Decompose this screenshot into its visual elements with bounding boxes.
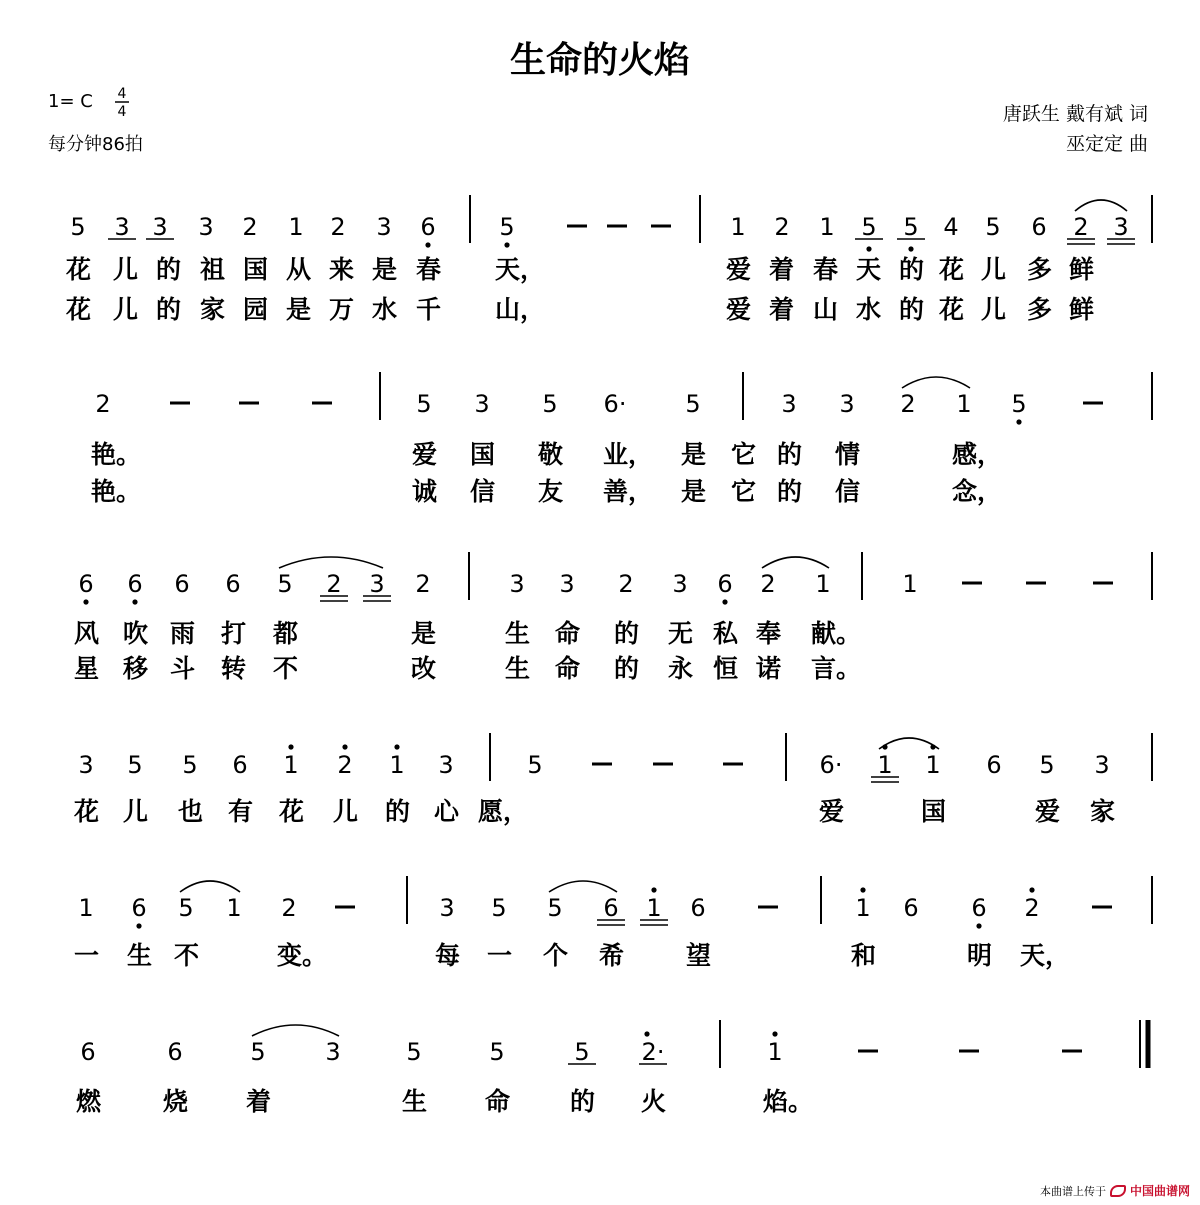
lyric-syllable: 每 (435, 941, 461, 970)
lyric-syllable: 明 (967, 941, 993, 970)
lyric-syllable: 不 (174, 941, 200, 970)
lyric-syllable: 业， (603, 440, 654, 469)
lyric-syllable: 个 (543, 941, 569, 970)
lyric-syllable: 火 (641, 1087, 667, 1116)
lyric-syllable: 转 (221, 654, 247, 683)
slur (879, 738, 939, 749)
lyric-syllable: 献。 (811, 619, 862, 648)
note: 2 (1024, 894, 1040, 922)
lyric-syllable: 诚 (412, 477, 438, 506)
note: 5 (903, 213, 919, 241)
high-octave-dot (1029, 887, 1034, 892)
lyric-syllable: 一 (74, 941, 100, 970)
lyric-syllable: 国 (470, 440, 496, 469)
note: 6 (717, 570, 733, 598)
note: 1 (730, 213, 746, 241)
lyric-syllable: 天， (495, 255, 546, 284)
note: 3 (376, 213, 392, 241)
lyric-syllable: 心 (434, 797, 460, 826)
note: 5 (1011, 390, 1027, 418)
lyric-syllable: 雨 (170, 619, 196, 648)
lyric-syllable: 花 (939, 295, 965, 324)
note: 5 (861, 213, 877, 241)
lyric-syllable: 春 (813, 255, 839, 284)
lyric-syllable: 念， (952, 477, 1003, 506)
low-octave-dot (976, 923, 981, 928)
lyric-syllable: 儿 (333, 797, 359, 826)
note: 4 (943, 213, 959, 241)
lyric-syllable: 命 (555, 619, 581, 648)
note: 6 (603, 894, 619, 922)
lyric-syllable: 希 (599, 941, 625, 970)
lyric-syllable: 花 (939, 255, 965, 284)
lyric-syllable: 情 (835, 440, 861, 469)
lyric-syllable: 千 (416, 295, 442, 324)
note: 2 (1073, 213, 1089, 241)
note: 5 (489, 1038, 505, 1066)
lyric-syllable: 爱 (726, 295, 752, 324)
note: 5 (574, 1038, 590, 1066)
lyric-syllable: 私 (713, 619, 739, 648)
note: 1 (956, 390, 972, 418)
lyric-syllable: 改 (411, 654, 437, 683)
note: 5 (406, 1038, 422, 1066)
watermark-text: 本曲谱上传于 (1039, 1184, 1106, 1198)
lyric-syllable: 它 (731, 440, 757, 469)
lyric-syllable: 儿 (981, 255, 1007, 284)
high-octave-dot (860, 887, 865, 892)
note: 2 (337, 751, 353, 779)
lyric-syllable: 生 (505, 619, 531, 648)
note: 6· (819, 751, 843, 779)
lyric-syllable: 和 (851, 941, 877, 970)
note: 3 (114, 213, 130, 241)
note: 5 (70, 213, 86, 241)
site-logo-icon (1110, 1185, 1126, 1197)
lyric-syllable: 花 (66, 295, 92, 324)
lyric-syllable: 友 (538, 477, 564, 506)
note: 1 (226, 894, 242, 922)
lyric-syllable: 敬 (538, 440, 564, 469)
lyric-syllable: 一 (487, 941, 513, 970)
lyric-syllable: 的 (899, 295, 925, 324)
note: 3 (439, 894, 455, 922)
note: 1 (815, 570, 831, 598)
time-signature-bottom: 4 (117, 104, 127, 120)
note: 3 (369, 570, 385, 598)
lyric-syllable: 山 (813, 295, 839, 324)
high-octave-dot (288, 744, 293, 749)
note: 5 (178, 894, 194, 922)
note: 1 (819, 213, 835, 241)
slur (279, 557, 383, 568)
lyric-syllable: 燃 (76, 1087, 102, 1116)
note: 1 (767, 1038, 783, 1066)
note: 3 (1113, 213, 1129, 241)
lyric-syllable: 斗 (170, 654, 196, 683)
lyric-syllable: 望 (686, 941, 712, 970)
lyric-syllable: 儿 (113, 255, 139, 284)
note: 5 (685, 390, 701, 418)
lyric-syllable: 焰。 (763, 1087, 814, 1116)
slur (252, 1025, 339, 1036)
note: 3 (509, 570, 525, 598)
lyric-syllable: 愿， (478, 797, 529, 826)
lyric-syllable: 多 (1027, 295, 1053, 324)
lyric-syllable: 来 (329, 255, 355, 284)
lyric-syllable: 恒 (713, 654, 739, 683)
note: 5 (499, 213, 515, 241)
low-octave-dot (504, 242, 509, 247)
lyric-syllable: 它 (731, 477, 757, 506)
lyric-syllable: 花 (279, 797, 305, 826)
slur (902, 377, 970, 388)
lyric-syllable: 打 (221, 619, 247, 648)
lyric-syllable: 鲜 (1069, 255, 1095, 284)
lyric-syllable: 爱 (412, 440, 438, 469)
note: 6 (420, 213, 436, 241)
note: 6· (603, 390, 627, 418)
note: 3 (672, 570, 688, 598)
lyric-syllable: 生 (127, 941, 153, 970)
lyric-syllable: 国 (243, 255, 269, 284)
lyric-syllable: 爱 (1035, 797, 1061, 826)
lyric-syllable: 是 (411, 619, 437, 648)
note: 5 (127, 751, 143, 779)
lyric-syllable: 的 (777, 477, 803, 506)
lyric-syllable: 风 (74, 619, 100, 648)
lyric-syllable: 生 (402, 1087, 428, 1116)
note: 5 (491, 894, 507, 922)
lyric-syllable: 爱 (819, 797, 845, 826)
lyric-syllable: 天， (1020, 941, 1071, 970)
lyric-syllable: 永 (668, 654, 694, 683)
lyric-syllable: 移 (123, 654, 149, 683)
note: 1 (855, 894, 871, 922)
low-octave-dot (1016, 419, 1021, 424)
lyric-syllable: 信 (470, 477, 496, 506)
lyric-syllable: 儿 (981, 295, 1007, 324)
lyric-syllable: 诺 (756, 654, 782, 683)
low-octave-dot (136, 923, 141, 928)
lyric-syllable: 的 (156, 255, 182, 284)
lyric-syllable: 水 (856, 295, 882, 324)
lyric-syllable: 花 (66, 255, 92, 284)
composer-credit: 巫定定 曲 (1065, 133, 1148, 155)
song-title: 生命的火焰 (509, 40, 691, 81)
lyric-syllable: 着 (769, 255, 795, 284)
lyric-syllable: 吹 (123, 619, 149, 648)
low-octave-dot (866, 246, 871, 251)
lyric-syllable: 天 (856, 255, 882, 284)
note: 2 (774, 213, 790, 241)
note: 1 (646, 894, 662, 922)
note: 5 (416, 390, 432, 418)
note: 6 (167, 1038, 183, 1066)
lyric-syllable: 儿 (113, 295, 139, 324)
lyric-syllable: 家 (1090, 797, 1116, 826)
lyric-syllable: 感， (952, 440, 1003, 469)
lyric-syllable: 的 (156, 295, 182, 324)
high-octave-dot (342, 744, 347, 749)
note: 3 (198, 213, 214, 241)
lyric-syllable: 善， (603, 477, 654, 506)
note: 6 (174, 570, 190, 598)
note: 1 (283, 751, 299, 779)
note: 3 (152, 213, 168, 241)
high-octave-dot (651, 887, 656, 892)
lyric-syllable: 都 (273, 619, 299, 648)
lyric-syllable: 万 (329, 295, 355, 324)
lyric-syllable: 烧 (163, 1087, 189, 1116)
note: 5 (542, 390, 558, 418)
note: 5 (985, 213, 1001, 241)
note: 1 (877, 751, 893, 779)
watermark (1040, 1182, 1190, 1199)
lyric-syllable: 无 (668, 619, 694, 648)
note: 1 (288, 213, 304, 241)
lyric-syllable: 花 (74, 797, 100, 826)
note: 6 (1031, 213, 1047, 241)
lyric-syllable: 国 (921, 797, 947, 826)
low-octave-dot (722, 599, 727, 604)
slur (549, 881, 617, 892)
note: 6 (127, 570, 143, 598)
note: 5 (1039, 751, 1055, 779)
note: 2 (618, 570, 634, 598)
note: 2 (900, 390, 916, 418)
note: 2· (641, 1038, 665, 1066)
note: 6 (225, 570, 241, 598)
lyric-syllable: 从 (286, 255, 312, 284)
key-signature: 1= C (48, 91, 93, 112)
lyric-syllable: 的 (570, 1087, 596, 1116)
lyric-syllable: 的 (614, 654, 640, 683)
note: 3 (325, 1038, 341, 1066)
lyric-syllable: 星 (74, 654, 100, 683)
time-signature-top: 4 (117, 86, 127, 102)
note: 6 (903, 894, 919, 922)
note: 6 (80, 1038, 96, 1066)
note: 2 (415, 570, 431, 598)
note: 2 (281, 894, 297, 922)
lyric-syllable: 的 (385, 797, 411, 826)
note: 6 (986, 751, 1002, 779)
score-systems (65, 195, 1152, 1116)
slur (180, 881, 240, 892)
note: 6 (131, 894, 147, 922)
note: 1 (78, 894, 94, 922)
lyric-syllable: 是 (681, 477, 707, 506)
lyric-syllable: 不 (273, 654, 299, 683)
high-octave-dot (644, 1031, 649, 1036)
note: 5 (250, 1038, 266, 1066)
lyric-syllable: 变。 (277, 941, 328, 970)
lyric-syllable: 园 (243, 295, 269, 324)
lyric-syllable: 儿 (123, 797, 149, 826)
note: 5 (547, 894, 563, 922)
lyric-syllable: 艳。 (91, 440, 142, 469)
note: 3 (781, 390, 797, 418)
lyric-syllable: 命 (485, 1087, 511, 1116)
lyric-syllable: 是 (372, 255, 398, 284)
lyric-syllable: 奉 (756, 619, 782, 648)
lyric-syllable: 着 (769, 295, 795, 324)
note: 3 (78, 751, 94, 779)
note: 5 (182, 751, 198, 779)
lyric-syllable: 言。 (811, 654, 862, 683)
lyric-syllable: 的 (777, 440, 803, 469)
note: 5 (527, 751, 543, 779)
lyric-syllable: 春 (416, 255, 442, 284)
lyric-syllable: 家 (200, 295, 226, 324)
lyric-syllable: 艳。 (91, 477, 142, 506)
note: 6 (690, 894, 706, 922)
watermark-site: 中国曲谱网 (1129, 1184, 1190, 1198)
note: 2 (760, 570, 776, 598)
lyric-syllable: 生 (505, 654, 531, 683)
lyric-syllable: 水 (372, 295, 398, 324)
note: 5 (277, 570, 293, 598)
lyric-syllable: 多 (1027, 255, 1053, 284)
lyric-syllable: 是 (681, 440, 707, 469)
note: 2 (330, 213, 346, 241)
lyric-syllable: 爱 (726, 255, 752, 284)
note: 1 (925, 751, 941, 779)
slur (1075, 200, 1127, 211)
lyric-syllable: 祖 (200, 255, 226, 284)
low-octave-dot (425, 242, 430, 247)
note: 2 (242, 213, 258, 241)
note: 3 (438, 751, 454, 779)
lyric-syllable: 有 (228, 797, 254, 826)
note: 3 (1094, 751, 1110, 779)
high-octave-dot (772, 1031, 777, 1036)
note: 1 (902, 570, 918, 598)
note: 6 (971, 894, 987, 922)
lyric-syllable: 的 (614, 619, 640, 648)
note: 6 (232, 751, 248, 779)
lyric-syllable: 的 (899, 255, 925, 284)
note: 3 (839, 390, 855, 418)
lyric-syllable: 鲜 (1069, 295, 1095, 324)
note: 3 (559, 570, 575, 598)
lyric-syllable: 也 (178, 797, 204, 826)
lyric-syllable: 信 (835, 477, 861, 506)
lyricist-credit: 唐跃生 戴有斌 词 (1002, 103, 1148, 125)
tempo-marking: 每分钟86拍 (48, 134, 143, 155)
low-octave-dot (908, 246, 913, 251)
lyric-syllable: 是 (286, 295, 312, 324)
note: 1 (389, 751, 405, 779)
high-octave-dot (394, 744, 399, 749)
slur (762, 557, 829, 568)
lyric-syllable: 着 (246, 1087, 272, 1116)
low-octave-dot (83, 599, 88, 604)
low-octave-dot (132, 599, 137, 604)
lyric-syllable: 命 (555, 654, 581, 683)
lyric-syllable: 山， (495, 295, 546, 324)
note: 3 (474, 390, 490, 418)
note: 2 (95, 390, 111, 418)
note: 2 (326, 570, 342, 598)
note: 6 (78, 570, 94, 598)
